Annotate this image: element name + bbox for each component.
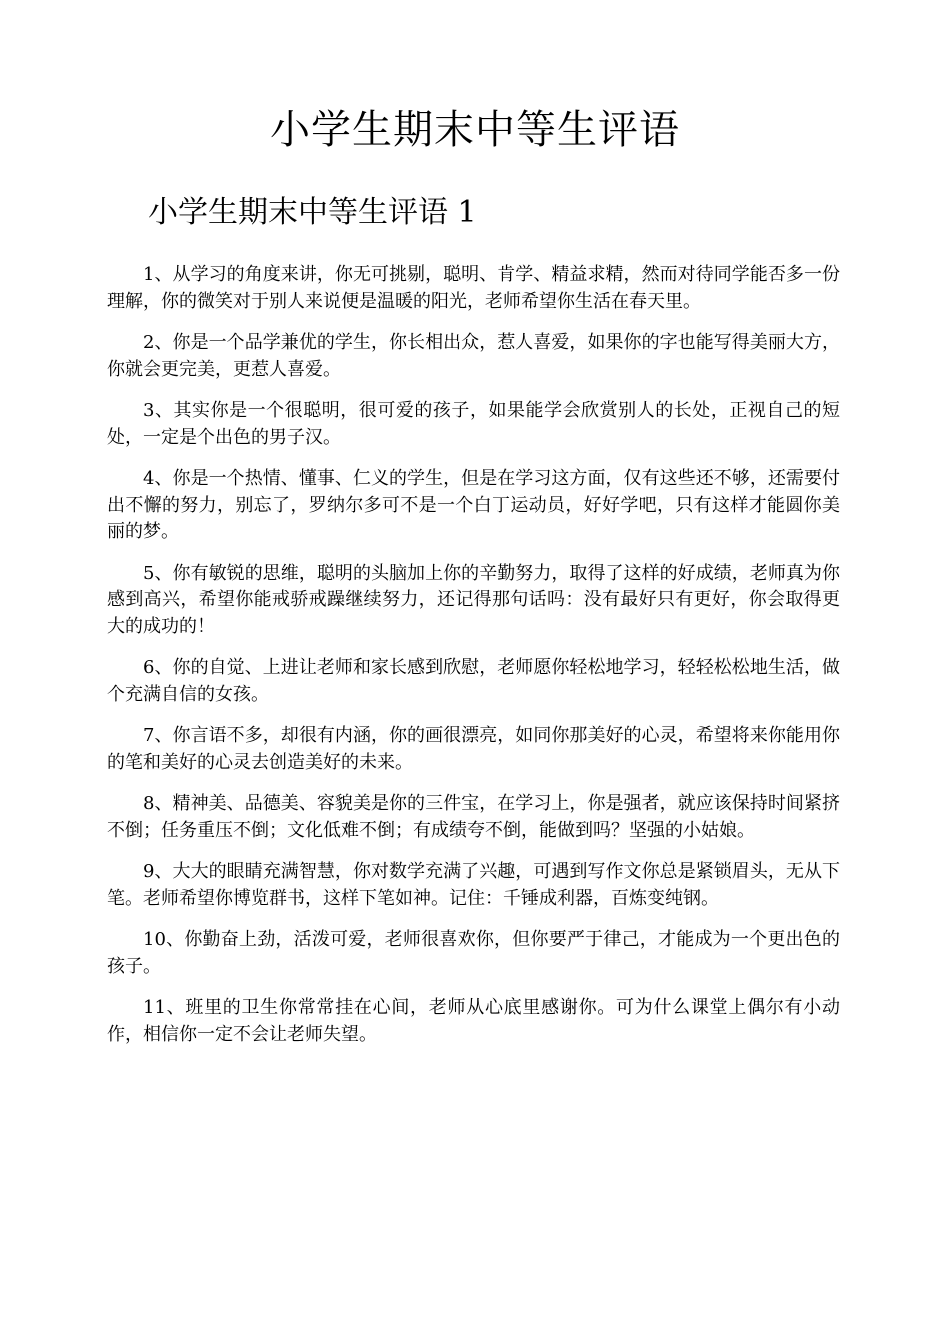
paragraph-5: 5、你有敏锐的思维，聪明的头脑加上你的辛勤努力，取得了这样的好成绩，老师真为你感到高兴，希望你能戒骄戒躁继续努力，还记得那句话吗：没有最好只有更好，你会取得更大的成功的！	[107, 562, 840, 637]
paragraph-2: 2、你是一个品学兼优的学生，你长相出众，惹人喜爱，如果你的字也能写得美丽大方，你就会更完美，更惹人喜爱。	[107, 332, 840, 380]
document-title: 小学生期末中等生评语	[270, 107, 680, 153]
paragraph-1: 1、从学习的角度来讲，你无可挑剔，聪明、肯学、精益求精，然而对待同学能否多一份理解，你的微笑对于别人来说便是温暖的阳光，老师希望你生活在春天里。	[107, 264, 840, 312]
paragraph-8: 8、精神美、品德美、容貌美是你的三件宝，在学习上，你是强者，就应该保持时间紧挤不倒；任务重压不倒；文化低难不倒；有成绩夸不倒，能做到吗？坚强的小姑娘。	[107, 793, 840, 841]
paragraph-3: 3、其实你是一个很聪明，很可爱的孩子，如果能学会欣赏别人的长处，正视自己的短处，一定是个出色的男子汉。	[107, 400, 840, 448]
paragraph-9: 9、大大的眼睛充满智慧，你对数学充满了兴趣，可遇到写作文你总是紧锁眉头，无从下笔。老师希望你博览群书，这样下笔如神。记住：千锤成利器，百炼变纯钢。	[107, 861, 840, 909]
paragraph-6: 6、你的自觉、上进让老师和家长感到欣慰，老师愿你轻松地学习，轻轻松松地生活，做个充满自信的女孩。	[107, 657, 840, 705]
paragraph-7: 7、你言语不多，却很有内涵，你的画很漂亮，如同你那美好的心灵，希望将来你能用你的笔和美好的心灵去创造美好的未来。	[107, 725, 840, 773]
paragraph-4: 4、你是一个热情、懂事、仁义的学生，但是在学习这方面，仅有这些还不够，还需要付出不懈的努力，别忘了，罗纳尔多可不是一个白丁运动员，好好学吧，只有这样才能圆你美丽的梦。	[107, 468, 840, 542]
document-body	[107, 262, 840, 1063]
paragraph-10: 10、你勤奋上劲，活泼可爱，老师很喜欢你，但你要严于律己，才能成为一个更出色的孩子。	[107, 929, 840, 977]
section-heading: 小学生期末中等生评语 1	[148, 195, 477, 230]
paragraph-11: 11、班里的卫生你常常挂在心间，老师从心底里感谢你。可为什么课堂上偶尔有小动作，相信你一定不会让老师失望。	[107, 997, 840, 1045]
